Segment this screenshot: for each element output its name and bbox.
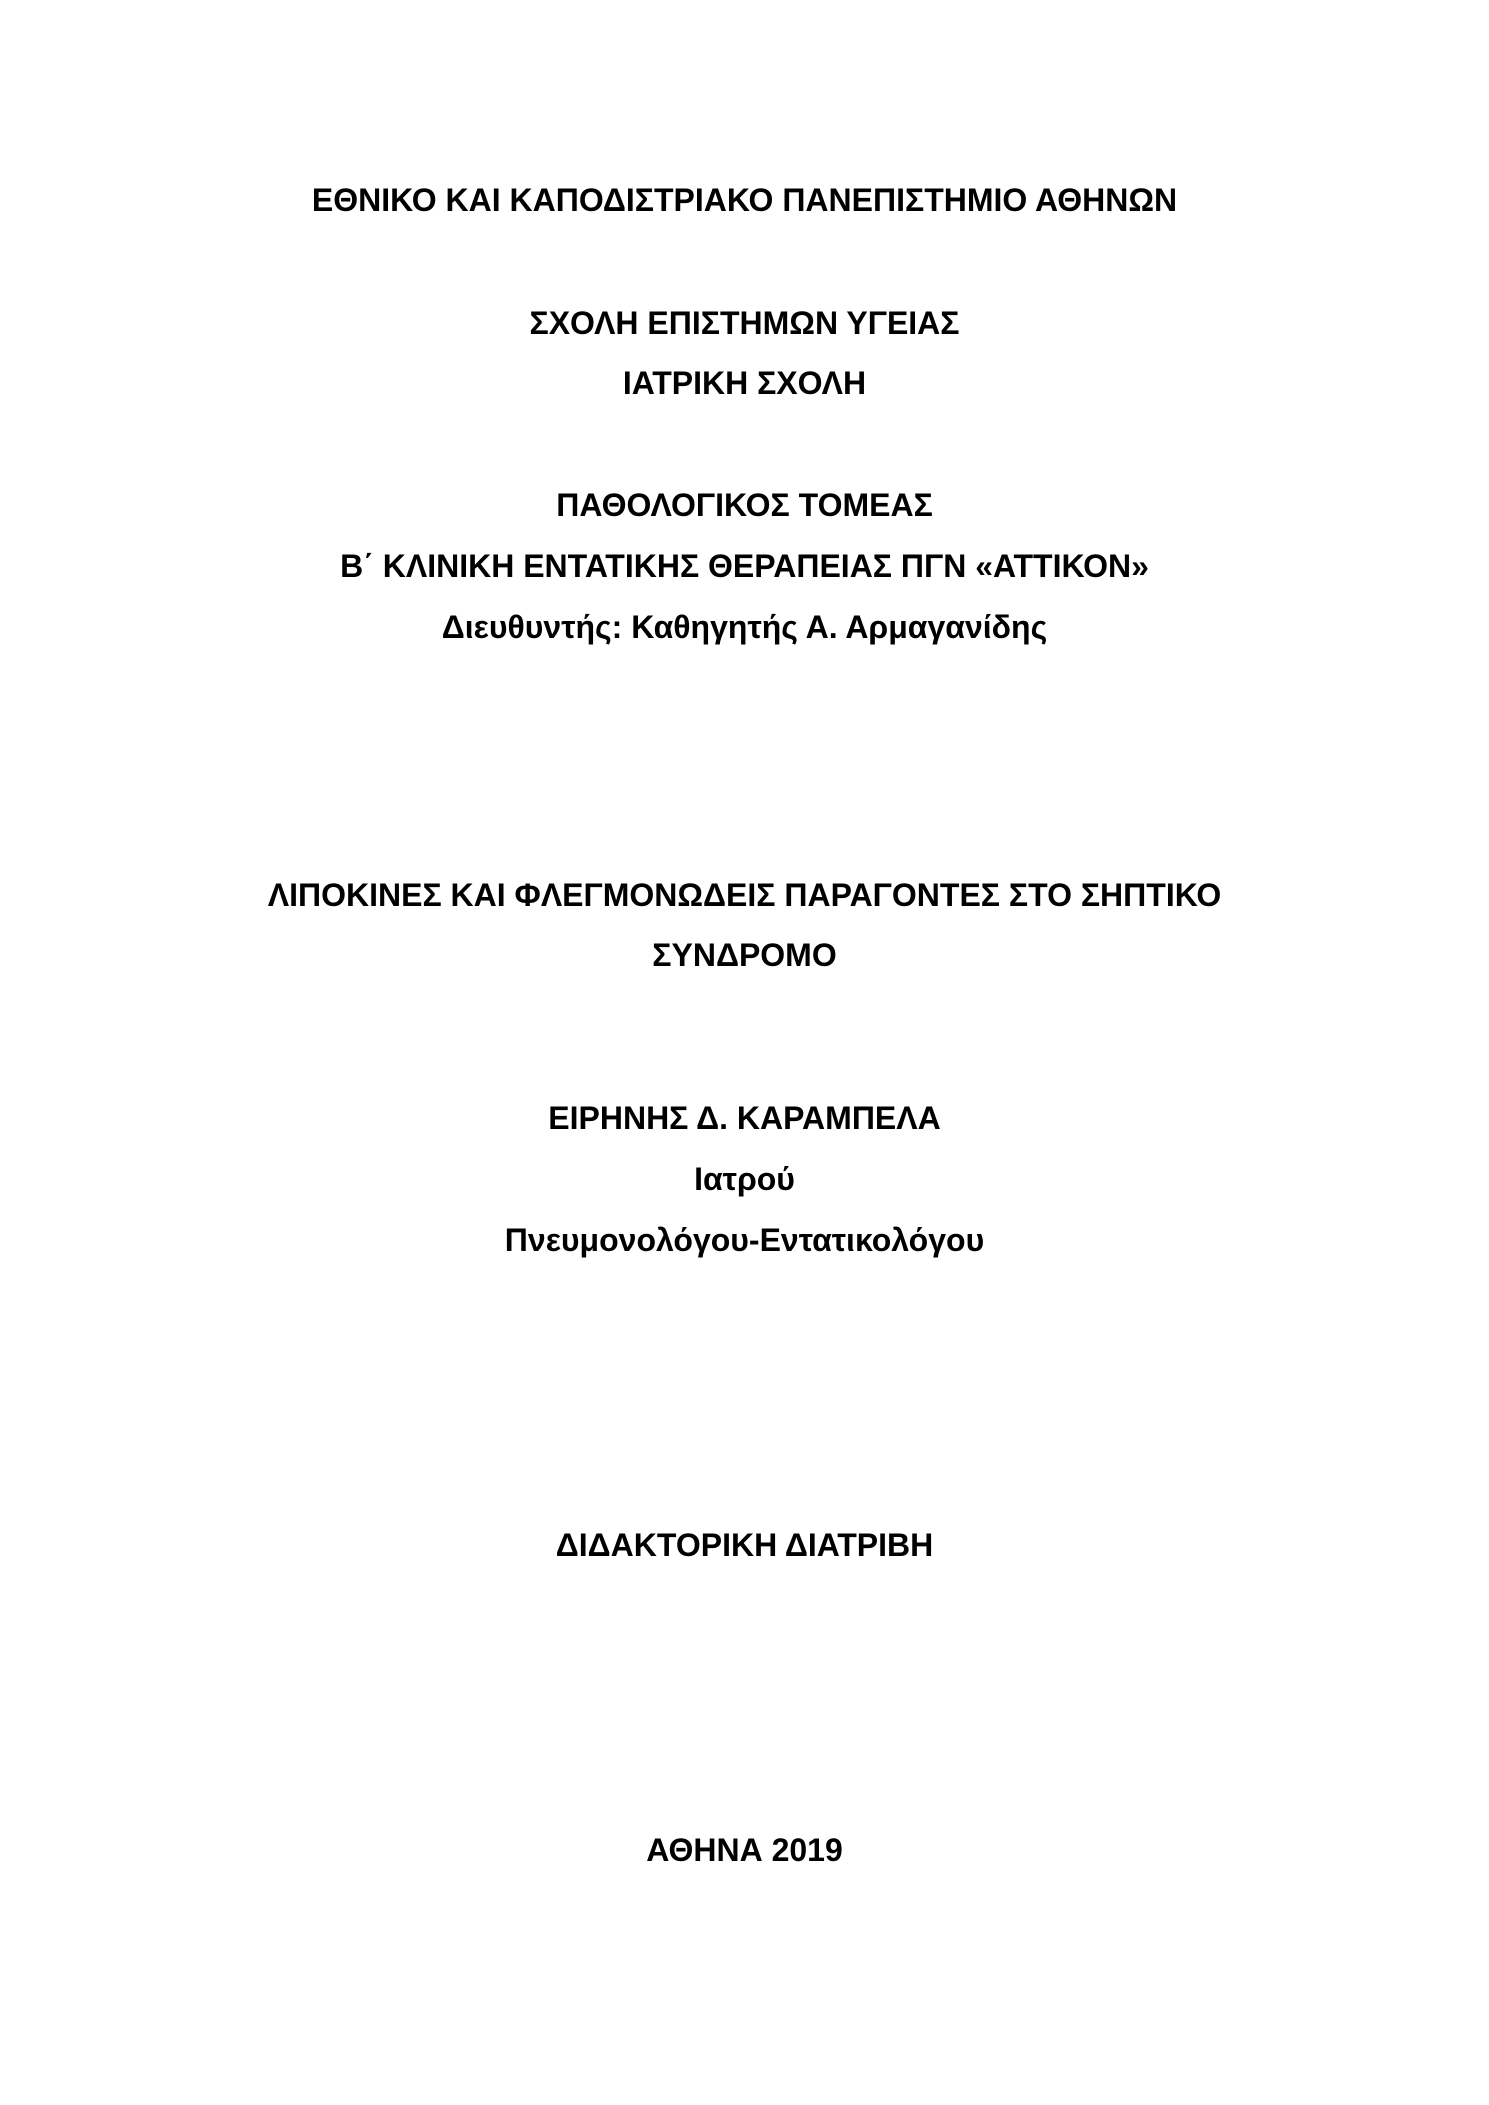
medical-school-name: ΙΑΤΡΙΚΗ ΣΧΟΛΗ [622,365,867,401]
director-line: Διευθυντής: Καθηγητής Α. Αρμαγανίδης [441,609,1048,645]
author-name: ΕΙΡΗΝΗΣ Δ. ΚΑΡΑΜΠΕΛΑ [548,1100,941,1136]
author-role-line-2: Πνευμονολόγου-Εντατικολόγου [504,1222,985,1258]
university-name: ΕΘΝΙΚΟ ΚΑΙ ΚΑΠΟΔΙΣΤΡΙΑΚΟ ΠΑΝΕΠΙΣΤΗΜΙΟ ΑΘΗΝΩΝ [311,182,1178,218]
sector-name: ΠΑΘΟΛΟΓΙΚΟΣ ΤΟΜΕΑΣ [556,487,933,523]
clinic-name: Β΄ ΚΛΙΝΙΚΗ ΕΝΤΑΤΙΚΗΣ ΘΕΡΑΠΕΙΑΣ ΠΓΝ «ΑΤΤΙΚΟΝ» [340,548,1149,584]
thesis-title-line-1: ΛΙΠΟΚΙΝΕΣ ΚΑΙ ΦΛΕΓΜΟΝΩΔΕΙΣ ΠΑΡΑΓΟΝΤΕΣ ΣΤΟ ΣΗΠΤΙΚΟ [267,877,1222,913]
author-role-line-1: Ιατρού [694,1161,795,1197]
place-and-year: ΑΘΗΝΑ 2019 [646,1832,843,1868]
document-type: ΔΙΔΑΚΤΟΡΙΚΗ ΔΙΑΤΡΙΒΗ [555,1527,934,1563]
thesis-title-line-2: ΣΥΝΔΡΟΜΟ [652,937,837,973]
school-name: ΣΧΟΛΗ ΕΠΙΣΤΗΜΩΝ ΥΓΕΙΑΣ [529,305,960,341]
